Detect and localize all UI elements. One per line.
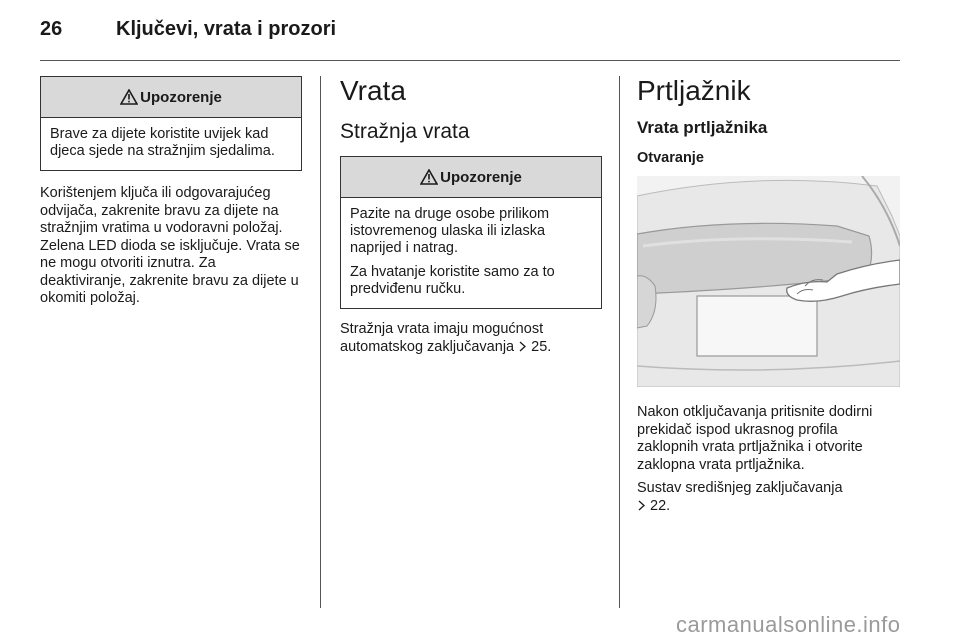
warning-triangle-icon bbox=[420, 169, 438, 185]
column-right bbox=[637, 76, 900, 167]
column-left bbox=[40, 76, 302, 308]
body-text: Stražnja vrata imaju mogućnost automatskog zaključavanja bbox=[340, 321, 544, 355]
column-middle bbox=[340, 76, 602, 356]
subsection-heading: Vrata prtljažnika bbox=[637, 118, 768, 137]
body-paragraph: Nakon otključavanja pritisnite dodirni prekidač ispod ukrasnog profila zaklopnih vrata prtljažnika i otvorite zaklopna vrata prtljažnika. bbox=[637, 404, 873, 473]
column-right-text bbox=[637, 404, 900, 515]
warning-text: Pazite na druge osobe prilikom istovremenog ulaska ili izlaska naprijed i natrag. bbox=[350, 206, 550, 256]
header-rule bbox=[40, 60, 900, 61]
column-divider bbox=[619, 76, 620, 608]
warning-text: Za hvatanje koristite samo za to predviđenu ručku. bbox=[350, 264, 555, 297]
warning-triangle-icon bbox=[120, 89, 138, 105]
page-number: 26 bbox=[40, 18, 63, 40]
tailgate-illustration-graphic bbox=[637, 176, 900, 387]
minor-heading: Otvaranje bbox=[637, 150, 704, 166]
body-paragraph bbox=[637, 480, 900, 515]
warning-label: Upozorenje bbox=[140, 88, 222, 106]
page-title: Ključevi, vrata i prozori bbox=[116, 18, 337, 40]
column-divider bbox=[320, 76, 321, 608]
body-text: Sustav središnjeg zaključavanja bbox=[637, 480, 843, 496]
page-reference-arrow-icon bbox=[518, 341, 527, 352]
section-heading: Prtljažnik bbox=[637, 75, 751, 106]
page-reference-arrow-icon bbox=[637, 500, 646, 511]
warning-text: Brave za dijete koristite uvijek kad djeca sjede na stražnjim sjedalima. bbox=[50, 126, 275, 159]
section-heading: Vrata bbox=[340, 75, 406, 106]
warning-header bbox=[341, 157, 601, 198]
body-paragraph: Korištenjem ključa ili odgovarajućeg odvijača, zakrenite bravu za dijete na stražnjim vratima u vodoravni položaj. Zelena LED dioda se isključuje. Vrata se ne mogu otvoriti iznutra. Za deaktiviranje, zakrenite bravu za dijete u okomiti položaj. bbox=[40, 185, 300, 306]
watermark: carmanualsonline.info bbox=[676, 612, 901, 637]
warning-box bbox=[340, 156, 602, 309]
warning-header bbox=[41, 77, 301, 118]
subsection-heading: Stražnja vrata bbox=[340, 120, 470, 143]
warning-box bbox=[40, 76, 302, 171]
warning-body bbox=[341, 198, 601, 308]
tailgate-opening-illustration bbox=[637, 176, 900, 387]
body-paragraph bbox=[340, 321, 602, 356]
warning-body bbox=[41, 118, 301, 170]
page-reference[interactable]: 22. bbox=[650, 497, 671, 514]
warning-label: Upozorenje bbox=[440, 168, 522, 186]
page-reference[interactable]: 25. bbox=[531, 338, 552, 355]
